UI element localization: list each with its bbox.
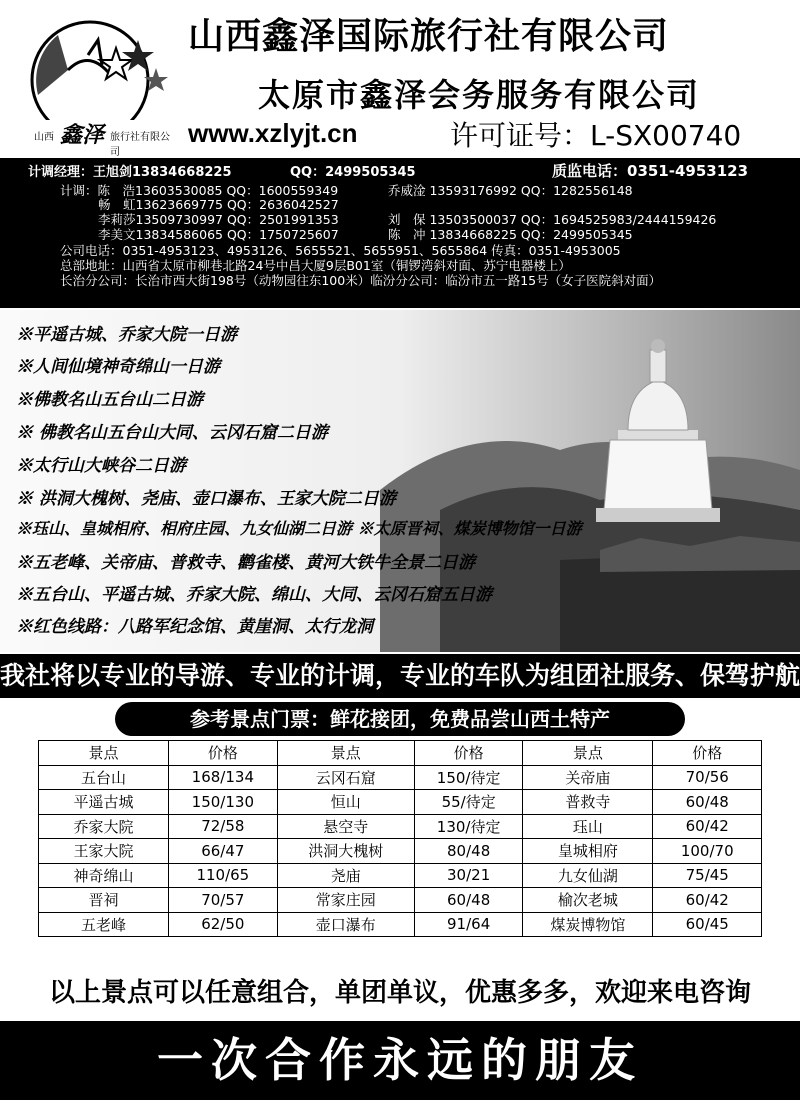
company-phone: 公司电话：0351-4953123、4953126、5655521、5655951、5655864 传真：0351-4953005: [60, 243, 621, 258]
ticket-price: 60/42: [653, 814, 762, 839]
table-row: [39, 765, 762, 790]
attraction-name: 洪洞大槐树: [277, 839, 414, 864]
column-header: 景点: [39, 741, 169, 766]
table-row: [39, 814, 762, 839]
ticket-price: 100/70: [653, 839, 762, 864]
attraction-name: 神奇绵山: [39, 863, 169, 888]
attraction-name: 壶口瀑布: [277, 912, 414, 937]
tour-item: ※ 洪洞大槐树、尧庙、壶口瀑布、王家大院二日游: [16, 489, 396, 509]
column-header: 景点: [277, 741, 414, 766]
contact-line: 李莉莎13509730997 QQ：2501991353: [98, 212, 339, 227]
ticket-price: 60/48: [414, 888, 522, 913]
attraction-name: 普救寺: [523, 790, 653, 815]
ticket-title: 参考景点门票：鲜花接团，免费品尝山西土特产: [115, 702, 685, 736]
table-row: [39, 839, 762, 864]
attraction-name: 煤炭博物馆: [523, 912, 653, 937]
tour-item: ※ 佛教名山五台山大同、云冈石窟二日游: [16, 423, 328, 443]
table-row: [39, 790, 762, 815]
header: [0, 0, 800, 158]
tour-item: ※五老峰、关帝庙、普救寺、鹳雀楼、黄河大铁牛全景二日游: [16, 553, 475, 573]
ticket-price: 75/45: [653, 863, 762, 888]
attraction-name: 珏山: [523, 814, 653, 839]
attraction-name: 皇城相府: [523, 839, 653, 864]
supervision-phone: 质监电话：0351-4953123: [552, 162, 749, 180]
attraction-name: 乔家大院: [39, 814, 169, 839]
attraction-name: 关帝庙: [523, 765, 653, 790]
logo-right-text: 旅行社有限公司: [110, 132, 170, 158]
ticket-price-table: [38, 740, 762, 937]
headquarters-address: 总部地址：山西省太原市柳巷北路24号中昌大厦9层B01室（铜锣湾斜对面、苏宁电器楼上）: [60, 258, 571, 273]
ticket-price: 110/65: [169, 863, 277, 888]
ticket-price: 168/134: [169, 765, 277, 790]
ticket-price: 91/64: [414, 912, 522, 937]
tour-item: ※珏山、皇城相府、相府庄园、九女仙湖二日游 ※太原晋祠、煤炭博物馆一日游: [16, 519, 582, 538]
company-name-secondary: 太原市鑫泽会务服务有限公司: [258, 76, 701, 114]
ticket-price: 60/45: [653, 912, 762, 937]
ticket-price: 72/58: [169, 814, 277, 839]
contact-info: [0, 158, 800, 308]
column-header: 价格: [169, 741, 277, 766]
ticket-price: 70/57: [169, 888, 277, 913]
logo-left-text: 山西: [34, 132, 54, 143]
table-row: [39, 888, 762, 913]
ticket-price: 150/130: [169, 790, 277, 815]
ticket-price: 55/待定: [414, 790, 522, 815]
contact-line: 李美文13834586065 QQ：1750725607: [98, 227, 339, 242]
ticket-price: 60/42: [653, 888, 762, 913]
attraction-name: 尧庙: [277, 863, 414, 888]
logo-center-char: 鑫泽: [60, 123, 105, 148]
tour-list-panel: [0, 310, 800, 652]
company-name: 山西鑫泽国际旅行社有限公司: [188, 16, 670, 57]
attraction-name: 平遥古城: [39, 790, 169, 815]
ticket-title-bar: [0, 698, 800, 740]
ticket-price: 70/56: [653, 765, 762, 790]
attraction-name: 悬空寺: [277, 814, 414, 839]
attraction-name: 云冈石窟: [277, 765, 414, 790]
contact-line: 乔威淦 13593176992 QQ：1282556148: [388, 183, 633, 198]
column-header: 景点: [523, 741, 653, 766]
column-header: 价格: [414, 741, 522, 766]
contact-line: 计调：陈 浩13603530085 QQ：1600559349: [60, 183, 339, 198]
tour-item: ※红色线路：八路军纪念馆、黄崖洞、太行龙洞: [16, 617, 373, 637]
contact-line: 刘 保 13503500037 QQ：1694525983/2444159426: [388, 212, 717, 227]
motto-banner: 一次合作永远的朋友: [0, 1021, 800, 1100]
column-header: 价格: [653, 741, 762, 766]
attraction-name: 常家庄园: [277, 888, 414, 913]
tour-item: ※五台山、平遥古城、乔家大院、绵山、大同、云冈石窟五日游: [16, 585, 492, 605]
ticket-price: 60/48: [653, 790, 762, 815]
website-link[interactable]: www.xzlyjt.cn: [188, 118, 358, 148]
table-row: [39, 863, 762, 888]
ticket-price: 62/50: [169, 912, 277, 937]
ticket-price: 150/待定: [414, 765, 522, 790]
service-slogan: 我社将以专业的导游、专业的计调，专业的车队为组团社服务、保驾护航: [0, 654, 800, 698]
table-row: [39, 912, 762, 937]
ticket-price: 80/48: [414, 839, 522, 864]
attraction-name: 榆次老城: [523, 888, 653, 913]
ticket-price: 66/47: [169, 839, 277, 864]
attraction-name: 晋祠: [39, 888, 169, 913]
manager-qq: QQ：2499505345: [290, 165, 416, 180]
contact-line: 畅 虹13623669775 QQ：2636042527: [98, 197, 339, 212]
tour-item: ※佛教名山五台山二日游: [16, 390, 203, 410]
tour-item: ※平遥古城、乔家大院一日游: [16, 325, 237, 345]
table-header-row: [39, 741, 762, 766]
attraction-name: 王家大院: [39, 839, 169, 864]
ticket-price: 130/待定: [414, 814, 522, 839]
attraction-name: 五台山: [39, 765, 169, 790]
company-logo: [28, 10, 178, 158]
attraction-name: 九女仙湖: [523, 863, 653, 888]
manager-contact: 计调经理：王旭剑13834668225: [28, 165, 232, 180]
branch-offices: 长治分公司：长治市西大街198号（动物园往东100米）临汾分公司：临汾市五一路15号（女子医院斜对面）: [60, 273, 662, 288]
contact-line: 陈 冲 13834668225 QQ：2499505345: [388, 227, 633, 242]
tour-item: ※太行山大峡谷二日游: [16, 456, 186, 476]
tour-item: ※人间仙境神奇绵山一日游: [16, 357, 220, 377]
attraction-name: 五老峰: [39, 912, 169, 937]
license-number: 许可证号：L-SX00740: [450, 119, 742, 152]
ticket-price: 30/21: [414, 863, 522, 888]
combination-notice: 以上景点可以任意组合，单团单议，优惠多多，欢迎来电咨询: [48, 978, 751, 1008]
attraction-name: 恒山: [277, 790, 414, 815]
